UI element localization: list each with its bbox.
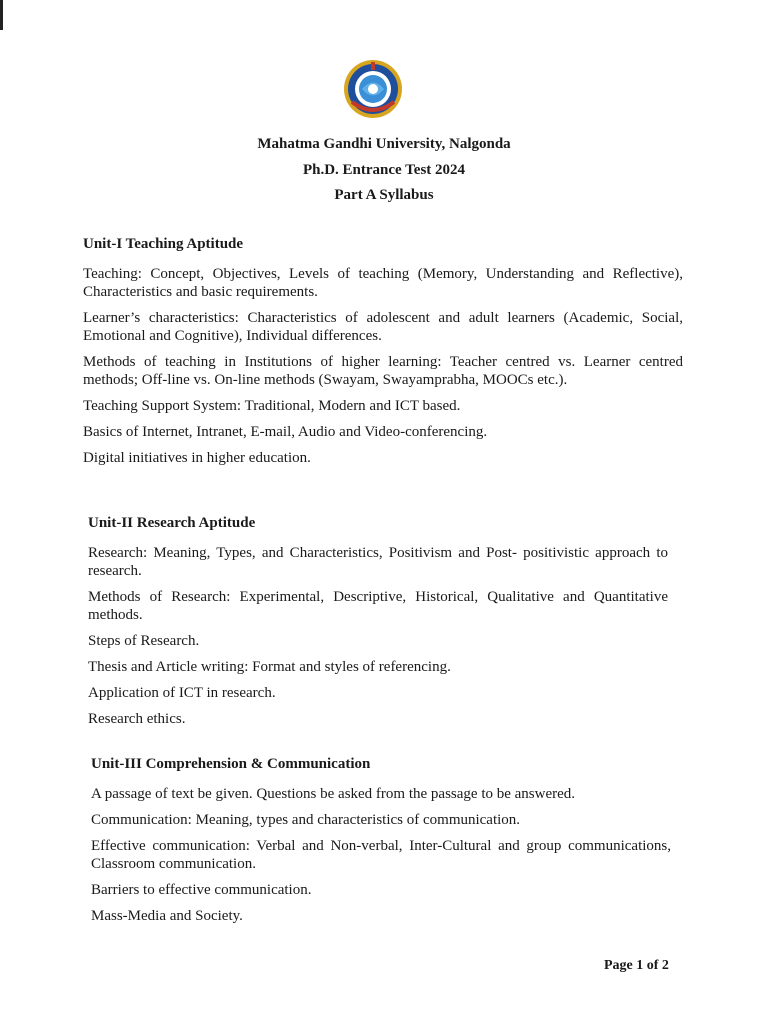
university-seal-icon [342, 58, 404, 120]
unit-paragraph: A passage of text be given. Questions be asked from the passage to be answered. [91, 786, 576, 802]
unit-section [88, 515, 668, 736]
unit-paragraph: Teaching: Concept, Objectives, Levels of teaching (Memory, Understanding and Reflective), Characteristics and basic requirements. [83, 266, 683, 300]
unit-paragraph: Effective communication: Verbal and Non-verbal, Inter-Cultural and group communications, Classroom communication. [91, 838, 671, 872]
unit-paragraph: Learner’s characteristics: Characteristics of adolescent and adult learners (Academic, Social, Emotional and Cognitive), Individual differences. [83, 310, 683, 344]
page-edge-mark [0, 0, 3, 30]
unit-paragraph: Teaching Support System: Traditional, Modern and ICT based. [83, 398, 461, 414]
exam-title: Ph.D. Entrance Test 2024 [302, 162, 466, 178]
unit-paragraph: Research ethics. [88, 711, 186, 727]
unit-paragraph: Research: Meaning, Types, and Characteristics, Positivism and Post- positivistic approach to research. [88, 545, 668, 579]
unit-paragraph: Thesis and Article writing: Format and styles of referencing. [88, 659, 451, 675]
unit-section [91, 756, 671, 933]
university-name: Mahatma Gandhi University, Nalgonda [257, 136, 511, 152]
unit-paragraph: Mass-Media and Society. [91, 908, 243, 924]
unit-section [83, 236, 683, 475]
unit-paragraph: Barriers to effective communication. [91, 882, 312, 898]
unit-title: Unit-I Teaching Aptitude [83, 236, 244, 252]
unit-paragraph: Methods of Research: Experimental, Descriptive, Historical, Qualitative and Quantitative methods. [88, 589, 668, 623]
unit-paragraph: Application of ICT in research. [88, 685, 276, 701]
unit-paragraph: Steps of Research. [88, 633, 200, 649]
unit-paragraph: Digital initiatives in higher education. [83, 450, 311, 466]
unit-paragraph: Methods of teaching in Institutions of higher learning: Teacher centred vs. Learner centred methods; Off-line vs. On-line methods (Swayam, Swayamprabha, MOOCs etc.). [83, 354, 683, 388]
unit-paragraph: Basics of Internet, Intranet, E-mail, Audio and Video-conferencing. [83, 424, 488, 440]
unit-title: Unit-III Comprehension & Communication [91, 756, 371, 772]
unit-title: Unit-II Research Aptitude [88, 515, 256, 531]
page-number: Page 1 of 2 [604, 958, 669, 973]
syllabus-part: Part A Syllabus [334, 187, 434, 203]
unit-paragraph: Communication: Meaning, types and characteristics of communication. [91, 812, 521, 828]
